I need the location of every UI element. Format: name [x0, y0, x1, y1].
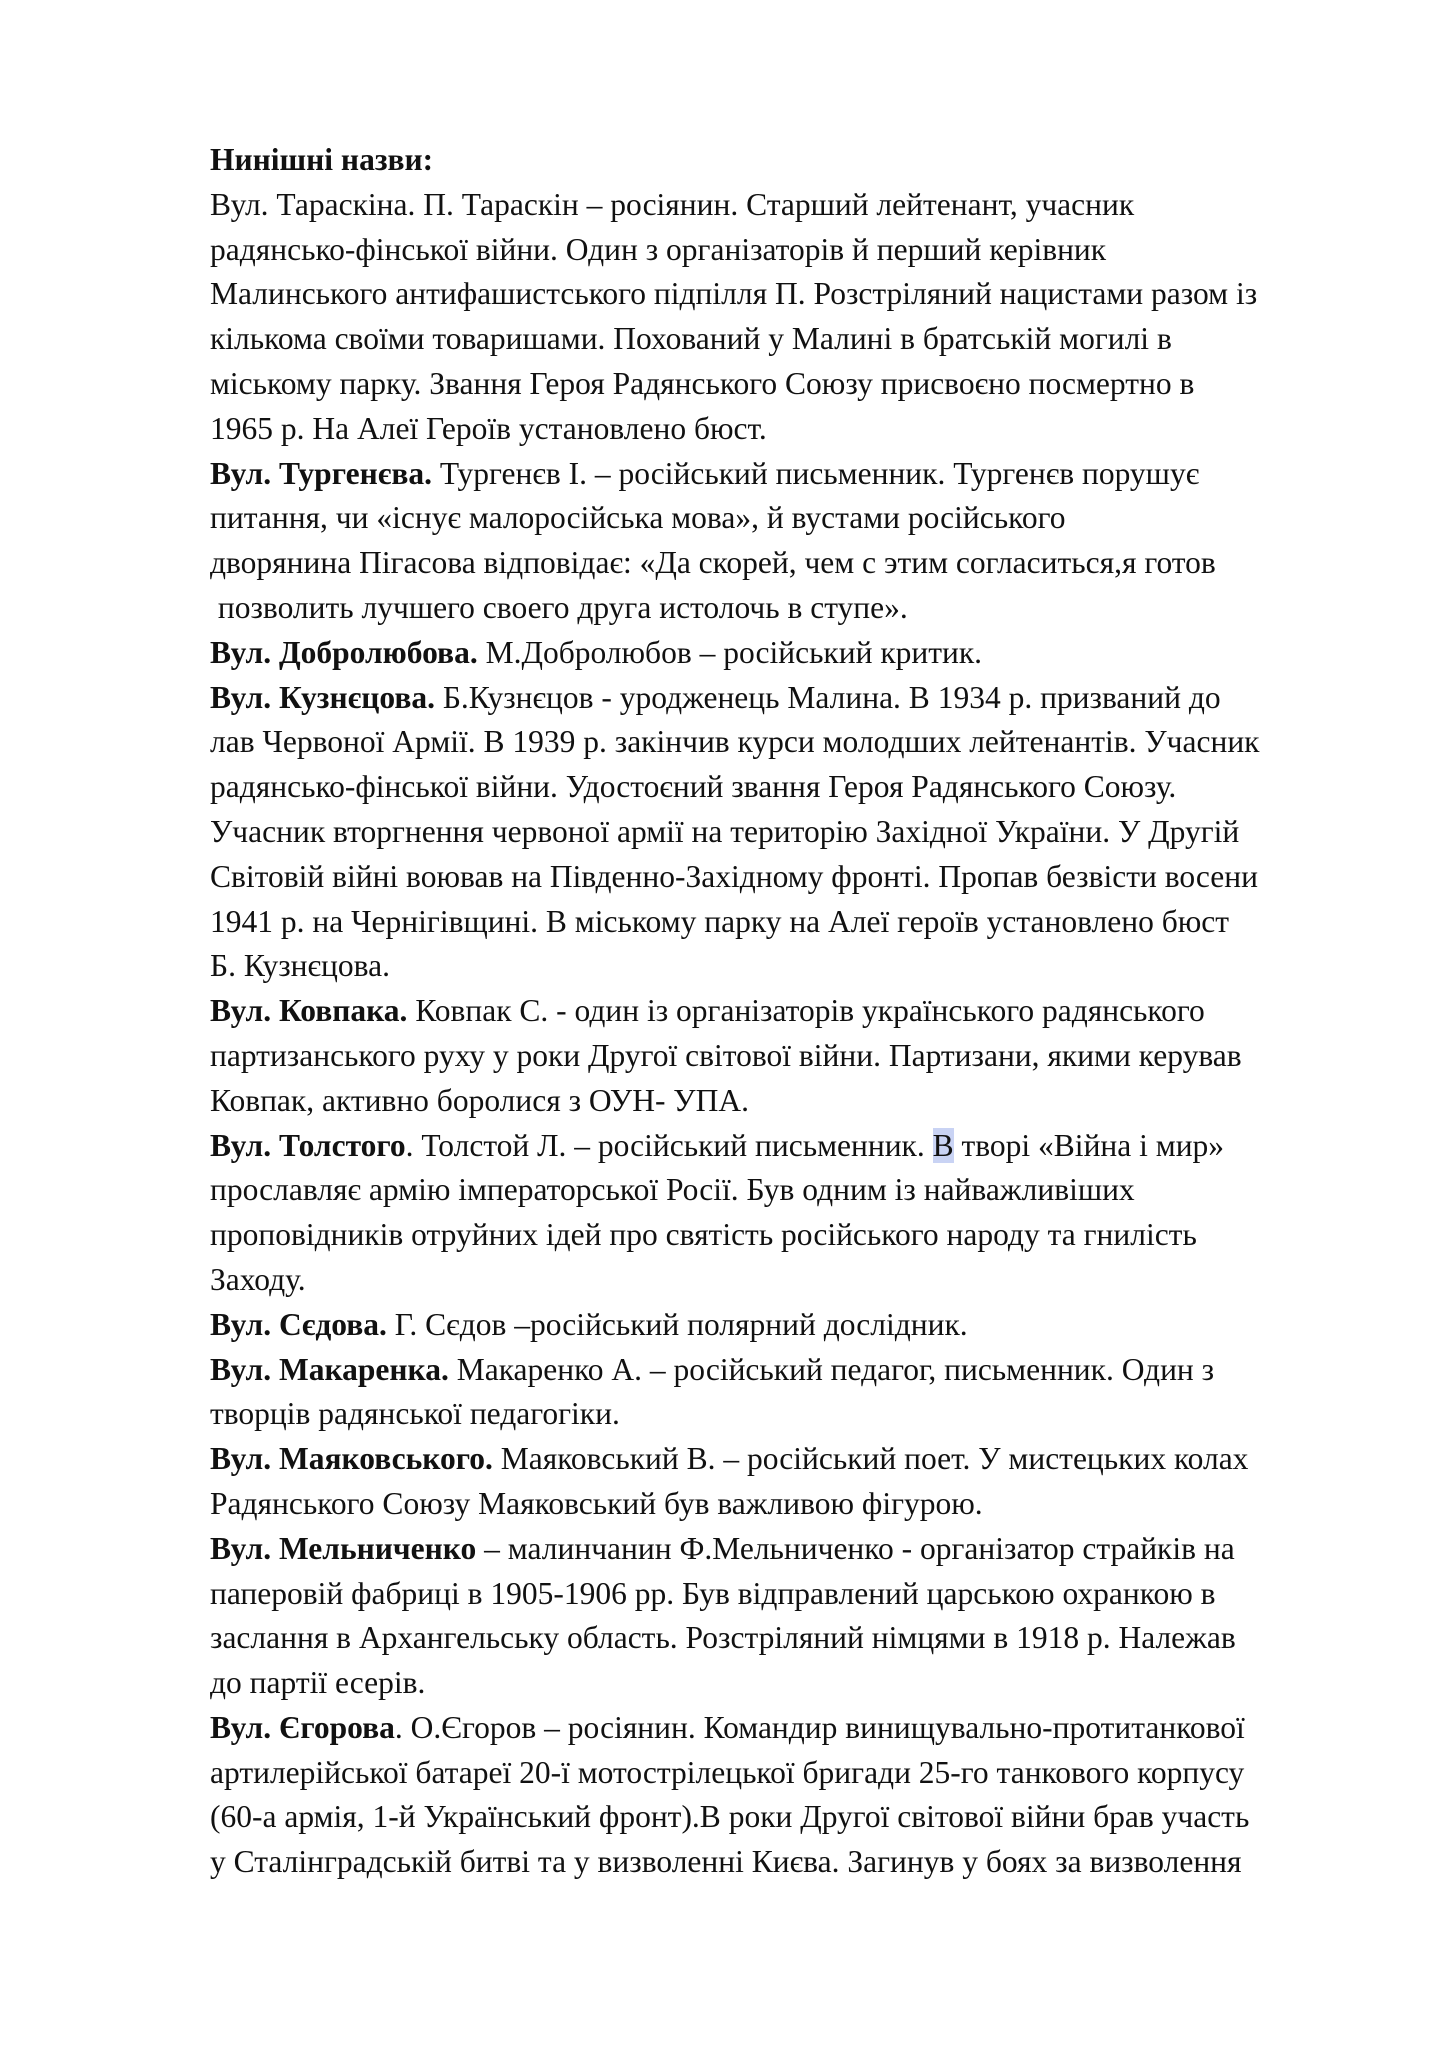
- street-name: Вул. Маяковського.: [210, 1441, 493, 1477]
- text-line: [210, 989, 1370, 1034]
- text-line: Учасник вторгнення червоної армії на територію Західної України. У Другій: [210, 813, 1240, 849]
- entry-text: М.Добролюбов – російський критик.: [477, 634, 983, 670]
- entry-maiakovskoho: [210, 1437, 1370, 1527]
- text-line: Б. Кузнєцова.: [210, 948, 390, 984]
- entry-text: Ковпак С. - один із організаторів українського радянського: [407, 993, 1205, 1029]
- entry-taraskina: [210, 183, 1370, 452]
- entry-kuznietsova: [210, 676, 1370, 990]
- text-line: [210, 452, 1370, 497]
- text-line: творців радянської педагогіки.: [210, 1396, 620, 1432]
- text-line: [210, 1348, 1370, 1393]
- entry-turgenieva: [210, 452, 1370, 631]
- text-line: Малинського антифашистського підпілля П. Розстріляний нацистами разом із: [210, 276, 1258, 312]
- text-line: радянсько-фінської війни. Удостоєний звання Героя Радянського Союзу.: [210, 769, 1177, 805]
- entry-dobroliubova: [210, 631, 1370, 676]
- text-line: [210, 676, 1370, 721]
- text-line: артилерійської батареї 20-ї мотострілецької бригади 25-го танкового корпусу: [210, 1754, 1245, 1790]
- street-name: Вул. Сєдова.: [210, 1306, 387, 1342]
- entry-text: Макаренко А. – російський педагог, письменник. Один з: [448, 1351, 1215, 1387]
- entry-text: Б.Кузнєцов - уродженець Малина. В 1934 р. призваний до: [434, 679, 1221, 715]
- text-line: [210, 1124, 1370, 1169]
- text-line: [210, 1303, 1370, 1348]
- text-line: 1941 р. на Чернігівщині. В міському парку на Алеї героїв установлено бюст: [210, 903, 1230, 939]
- text-line: [210, 1527, 1370, 1572]
- text-line: [210, 1437, 1370, 1482]
- entry-text: Тургенєв І. – російський письменник. Тургенєв порушує: [431, 455, 1200, 491]
- text-line: заслання в Архангельську область. Розстріляний німцями в 1918 р. Належав: [210, 1620, 1236, 1656]
- entry-text: . О.Єгоров – росіянин. Командир винищувально-протитанкової: [394, 1709, 1245, 1745]
- entry-siedova: [210, 1303, 1370, 1348]
- entry-iehorova: [210, 1706, 1370, 1885]
- entry-text: Маяковський В. – російський поет. У мистецьких колах: [492, 1441, 1249, 1477]
- text-line: [210, 1706, 1370, 1751]
- text-line: дворянина Пігасова відповідає: «Да скорей, чем с этим согласиться,я готов: [210, 545, 1216, 581]
- street-name: Вул. Толстого: [210, 1127, 406, 1163]
- text-line: Радянського Союзу Маяковський був важливою фігурою.: [210, 1485, 983, 1521]
- text-line: питання, чи «існує малоросійська мова», й вустами російського: [210, 500, 1066, 536]
- section-heading: Нинішні назви:: [210, 142, 434, 177]
- entry-text: . Толстой Л. – російський письменник.: [405, 1127, 933, 1163]
- document-page: [210, 138, 1370, 1885]
- text-selection-highlight[interactable]: В: [932, 1127, 954, 1163]
- street-name: Вул. Єгорова: [210, 1709, 395, 1745]
- text-line: паперовій фабриці в 1905-1906 рр. Був відправлений царською охранкою в: [210, 1575, 1216, 1611]
- entry-tolstoho: [210, 1124, 1370, 1303]
- text-line: кількома своїми товаришами. Похований у Малині в братській могилі в: [210, 321, 1172, 357]
- text-line: лав Червоної Армії. В 1939 р. закінчив курси молодших лейтенантів. Учасник: [210, 724, 1260, 760]
- text-line: Ковпак, активно боролися з ОУН- УПА.: [210, 1082, 749, 1118]
- text-line: Вул. Тараскіна. П. Тараскін – росіянин. Старший лейтенант, учасник: [210, 186, 1135, 222]
- street-name: Вул. Добролюбова.: [210, 634, 478, 670]
- street-name: Вул. Кузнєцова.: [210, 679, 435, 715]
- text-line: позволить лучшего своего друга истолочь в ступе».: [210, 589, 908, 625]
- text-line: (60-а армія, 1-й Український фронт).В роки Другої світової війни брав участь: [210, 1799, 1250, 1835]
- text-line: прославляє армію імператорської Росії. Був одним із найважливіших: [210, 1172, 1135, 1208]
- text-line: Світовій війні воював на Південно-Західному фронті. Пропав безвісти восени: [210, 858, 1258, 894]
- text-line: міському парку. Звання Героя Радянського Союзу присвоєно посмертно в: [210, 365, 1195, 401]
- entry-makarenka: [210, 1348, 1370, 1438]
- street-name: Вул. Ковпака.: [210, 993, 408, 1029]
- entry-text: Г. Сєдов –російський полярний дослідник.: [386, 1306, 968, 1342]
- entry-text: творі «Війна і мир»: [953, 1127, 1225, 1163]
- text-line: партизанського руху у роки Другої світової війни. Партизани, якими керував: [210, 1037, 1242, 1073]
- text-line: 1965 р. На Алеї Героїв установлено бюст.: [210, 410, 767, 446]
- text-line: проповідників отруйних ідей про святість російського народу та гнилість: [210, 1217, 1197, 1253]
- text-line: Заходу.: [210, 1261, 306, 1297]
- entry-melnychenko: [210, 1527, 1370, 1706]
- street-name: Вул. Макаренка.: [210, 1351, 449, 1387]
- text-line: у Сталінградській битві та у визволенні Києва. Загинув у боях за визволення: [210, 1844, 1242, 1880]
- street-name: Вул. Мельниченко: [210, 1530, 477, 1566]
- entry-kovpaka: [210, 989, 1370, 1123]
- entry-text: – малинчанин Ф.Мельниченко - організатор страйків на: [476, 1530, 1235, 1566]
- street-name: Вул. Тургенєва.: [210, 455, 432, 491]
- text-line: радянсько-фінської війни. Один з організаторів й перший керівник: [210, 231, 1107, 267]
- text-line: до партії есерів.: [210, 1665, 426, 1701]
- text-line: [210, 631, 1370, 676]
